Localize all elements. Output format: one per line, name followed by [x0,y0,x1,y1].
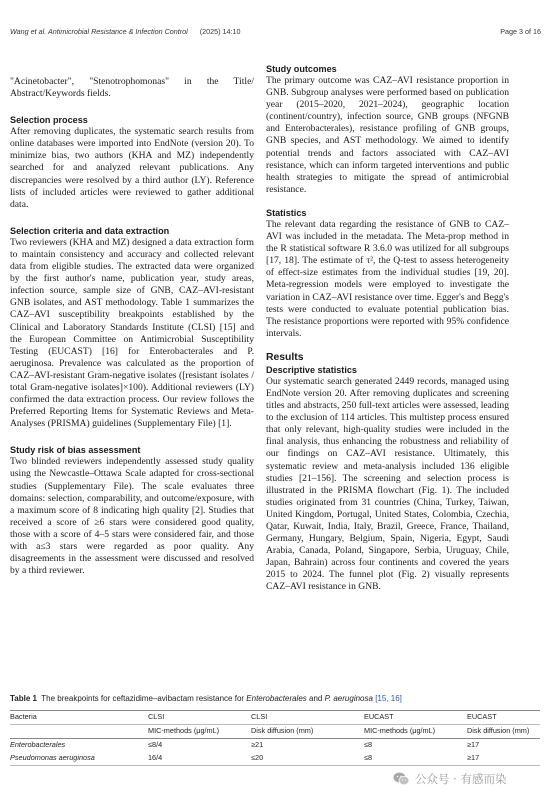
left-column [10,76,254,577]
outcomes-heading: Study outcomes [266,64,337,74]
table-cell: ≥21 [251,740,264,749]
selection-process-text: After removing duplicates, the systematic search results from online databases were imported into EndNote (version 20). To minimize bias, two authors (KHA and MZ) independently searched for and analyzed relevant publications. Any discrepancies were resolved by a third author (LY). Reference lists of included articles were reviewed to gather additional data. [10,126,254,210]
table-cell: ≤20 [251,753,264,762]
table-header-cell: CLSI [148,712,165,721]
results-heading: Results [266,351,304,363]
selection-process-heading: Selection process [10,115,88,126]
table-row [10,752,540,765]
table-cell: ≤8 [364,753,373,762]
table-cell: ≤8 [364,740,373,749]
table-cell: ≥17 [467,753,480,762]
page-header [10,27,541,39]
table-header-row [10,711,540,724]
page-number: Page 3 of 16 [500,27,541,36]
outcomes-text: The primary outcome was CAZ–AVI resistance proportion in GNB. Subgroup analyses were performed based on publication year (2015–2020, 2021–2024), geographic location (continent/country), infection source, GNB groups (NFGNB and Enterobacterales), resistance profiling of GNB groups, GNB species, and AST methodology. We aimed to identify potential trends and factors associated with CAZ–AVI resistance, which can inform targeted interventions and public health strategies to mitigate the spread of antimicrobial resistance. [266,75,509,195]
table-header-cell: EUCAST [467,712,497,721]
table-header-cell: Bacteria [10,712,37,721]
table-cell: ≤8/4 [148,740,163,749]
criteria-heading: Selection criteria and data extraction [10,225,170,236]
bias-heading: Study risk of bias assessment [10,445,141,456]
table-subheader-cell: MIC-methods (μg/mL) [148,726,220,735]
table-label: Table 1 [10,694,37,703]
table-header-cell: EUCAST [364,712,394,721]
intro-paragraph: "Acinetobacter", "Stenotrophomonas" in the Title/ Abstract/Keywords fields. [10,76,254,100]
table-header-cell: CLSI [251,712,268,721]
table-cell: Enterobacterales [10,740,66,749]
running-head [10,27,241,36]
statistics-text: The relevant data regarding the resistance of GNB to CAZ–AVI was included in the metadata. The Meta-prop method in the R statistical software R 3.6.0 was utilized for all subgroups [17, 18]. The estimate of τ², the Q-test to assess heterogeneity of effect-size estimates from the individual studies [19, 20]. Meta-regression models were employed to investigate the variation in CAZ–AVI resistance over time. Egger's and Begg's tests were conducted to evaluate potential publication bias. The resistance proportions were reported with 95% confidence intervals. [266,218,509,339]
table-row [10,739,540,752]
table-cell: ≥17 [467,740,480,749]
table-subheader-cell: MIC-methods (μg/mL) [364,726,436,735]
wechat-icon [393,772,410,786]
criteria-text: Two reviewers (KHA and MZ) designed a data extraction form to maintain consistency and accuracy and collected relevant data from eligible studies. The extracted data were organized by the first author's name, publication year, study areas, infection source, sample size of GNB, CAZ–AVI-resistant GNB isolates, and AST methodology. Table 1 summarizes the CAZ–AVI susceptibility breakpoints established by the Clinical and Laboratory Standards Institute (CLSI) [15] and the European Committee on Antimicrobial Susceptibility Testing (EUCAST) [16] for Enterobacterales and P. aeruginosa. Prevalence was calculated as the proportion of CAZ–AVI-resistant Gram-negative isolates ([resistant isolates / total Gram-negative isolates]×100). Additional reviewers (LY) confirmed the data extraction process. Our review follows the Preferred Reporting Items for Systematic Reviews and Meta-Analyses (PRISMA) guidelines (Supplementary File) [1]. [10,236,254,430]
watermark [393,771,506,787]
journal-citation: Wang et al. Antimicrobial Resistance & Infection Control [10,27,188,36]
table-cell: 16/4 [148,753,163,762]
right-column [266,64,509,594]
watermark-text: 公众号 · 有感而染 [415,772,507,786]
table-bottom-rule [10,765,540,766]
breakpoints-table [10,694,540,766]
bias-text: Two blinded reviewers independently assessed study quality using the Newcastle–Ottawa Scale adapted for cross-sectional studies (Supplementary File). The scale evaluates three domains: selection, comparability, and outcome/exposure, with a maximum score of 8 indicating high quality [2]. Studies that received a score of ≥6 stars were considered good quality, those with a score of 4–5 stars were considered fair, and those with a≤3 stars were regarded as poor quality. Any disagreements in the assessment were discussed and resolved by a third reviewer. [10,456,254,577]
volume-info: (2025) 14:10 [199,27,241,36]
table-cell: Pseudomonas aeruginosa [10,753,95,762]
table-subheader-row [10,724,540,738]
table-caption: Table 1 The breakpoints for ceftazidime–avibactam resistance for Enterobacterales and P. aeruginosa [15, 16] [10,694,402,703]
table-subheader-cell: Disk diffusion (mm) [467,726,530,735]
table-subheader-cell: Disk diffusion (mm) [251,726,314,735]
table-subheader-cell [10,725,148,738]
statistics-heading: Statistics [266,207,307,218]
descriptive-text: Our systematic search generated 2449 records, managed using EndNote version 20. After removing duplicates and screening titles and abstracts, 250 full-text articles were assessed, leading to the exclusion of 114 articles. This multistep process ensured that only relevant, high-quality studies were included in the final analysis, thus enhancing the robustness and reliability of our findings on CAZ–AVI resistance. Ultimately, this systematic review and meta-analysis included 136 eligible studies [21–156]. The screening and selection process is illustrated in the PRISMA flowchart (Fig. 1). The included studies originated from 31 countries (China, Turkey, Taiwan, United Kingdom, Portugal, United States, Colombia, Czechia, Qatar, Kuwait, India, Italy, Brazil, Greece, France, Thailand, Germany, Hungary, Belgium, Spain, Nigeria, Egypt, Saudi Arabia, Canada, Poland, Singapore, Serbia, Uruguay, Chile, Japan, Bahrain) across four continents and covered the years 2015 to 2024. The funnel plot (Fig. 2) visually represents CAZ–AVI resistance in GNB. [266,375,509,593]
descriptive-heading: Descriptive statistics [266,364,357,375]
